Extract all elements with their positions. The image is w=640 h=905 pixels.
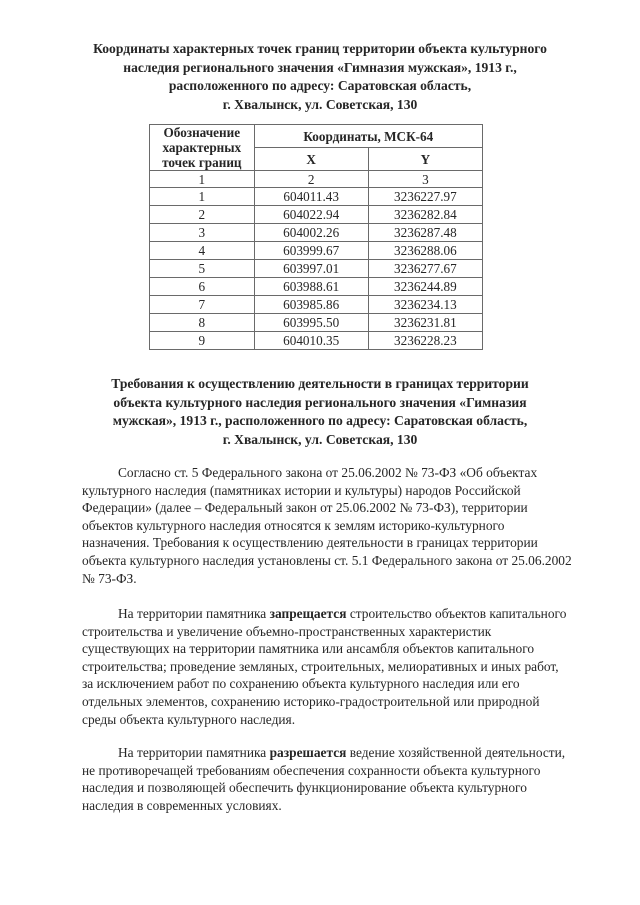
header-line: Обозначение bbox=[163, 125, 241, 140]
x-value: 603985.86 bbox=[254, 296, 368, 314]
y-value: 3236228.23 bbox=[368, 332, 482, 350]
x-value: 604002.26 bbox=[254, 224, 368, 242]
table-row bbox=[150, 206, 483, 224]
point-id: 9 bbox=[150, 332, 255, 350]
law-reference-paragraph bbox=[82, 464, 572, 587]
point-id: 2 bbox=[150, 206, 255, 224]
paragraph-text: На территории памятника bbox=[118, 606, 270, 621]
paragraph-text: На территории памятника bbox=[118, 745, 270, 760]
permission-paragraph bbox=[82, 744, 572, 814]
point-id: 6 bbox=[150, 278, 255, 296]
requirements-heading bbox=[60, 375, 580, 449]
heading-line: Координаты характерных точек границ территории объекта культурного bbox=[93, 41, 547, 56]
table-row bbox=[150, 260, 483, 278]
prohibited-keyword: запрещается bbox=[269, 606, 347, 621]
point-id: 5 bbox=[150, 260, 255, 278]
x-value: 603997.01 bbox=[254, 260, 368, 278]
table-row bbox=[150, 296, 483, 314]
point-id: 3 bbox=[150, 224, 255, 242]
x-value: 604011.43 bbox=[254, 188, 368, 206]
point-id: 7 bbox=[150, 296, 255, 314]
x-value: 603988.61 bbox=[254, 278, 368, 296]
heading-line: г. Хвалынск, ул. Советская, 130 bbox=[222, 431, 418, 447]
y-value: 3236227.97 bbox=[368, 188, 482, 206]
heading-line: Требования к осуществлению деятельности в границах территории bbox=[111, 376, 529, 391]
table-row bbox=[150, 278, 483, 296]
point-id: 4 bbox=[150, 242, 255, 260]
x-column-header: X bbox=[254, 148, 368, 171]
table-row bbox=[150, 314, 483, 332]
heading-line: мужская», 1913 г., расположенного по адресу: Саратовская область, bbox=[112, 413, 528, 428]
table-row bbox=[150, 242, 483, 260]
paragraph-text: ведение хозяйственной деятельности, не противоречащей требованиям обеспечения сохранности объекта культурного наследия и позволяющей обеспечить функционирование объекта культурного наследия в современных условиях. bbox=[82, 745, 566, 813]
y-value: 3236244.89 bbox=[368, 278, 482, 296]
header-line: характерных bbox=[162, 140, 242, 155]
y-value: 3236288.06 bbox=[368, 242, 482, 260]
coordinates-column-header: Координаты, МСК-64 bbox=[254, 125, 482, 148]
y-column-header: Y bbox=[368, 148, 482, 171]
header-line: точек границ bbox=[162, 155, 242, 170]
points-column-header bbox=[150, 125, 255, 171]
coordinates-table bbox=[149, 124, 483, 350]
heading-line: расположенного по адресу: Саратовская область, bbox=[168, 78, 472, 93]
table-row bbox=[150, 224, 483, 242]
permitted-keyword: разрешается bbox=[269, 745, 347, 760]
paragraph-text: Согласно ст. 5 Федерального закона от 25.06.2002 № 73-ФЗ «Об объектах культурного наследия (памятниках истории и культуры) народов Российской Федерации» (далее – Федеральный закон от 25.06.2002 № 73-ФЗ), территории объектов культурного наследия относятся к землям историко-культурного назначения. Требования к осуществлению деятельности в границах территории объекта культурного наследия установлены ст. 5.1 Федерального закона от 25.06.2002 № 73-ФЗ. bbox=[82, 465, 572, 586]
heading-line: объекта культурного наследия регионального значения «Гимназия bbox=[113, 394, 527, 410]
coordinates-heading bbox=[60, 40, 580, 114]
y-value: 3236234.13 bbox=[368, 296, 482, 314]
table-row bbox=[150, 188, 483, 206]
y-value: 3236282.84 bbox=[368, 206, 482, 224]
x-value: 603999.67 bbox=[254, 242, 368, 260]
heading-line: г. Хвалынск, ул. Советская, 130 bbox=[222, 96, 418, 112]
x-value: 603995.50 bbox=[254, 314, 368, 332]
paragraph-text: строительство объектов капитального строительства и увеличение объемно-пространственных характеристик существующих на территории памятника или ансамбля объектов капитального строительства; проведение земляных, строительных, мелиоративных и иных работ, за исключением работ по сохранению объекта культурного наследия или его отдельных элементов, сохранению историко-градостроительной или природной среды объекта культурного наследия. bbox=[82, 606, 567, 727]
column-number: 2 bbox=[254, 171, 368, 188]
y-value: 3236231.81 bbox=[368, 314, 482, 332]
prohibition-paragraph bbox=[82, 605, 572, 728]
y-value: 3236287.48 bbox=[368, 224, 482, 242]
heading-line: наследия регионального значения «Гимназия мужская», 1913 г., bbox=[123, 59, 517, 75]
point-id: 8 bbox=[150, 314, 255, 332]
y-value: 3236277.67 bbox=[368, 260, 482, 278]
point-id: 1 bbox=[150, 188, 255, 206]
table-row bbox=[150, 332, 483, 350]
x-value: 604022.94 bbox=[254, 206, 368, 224]
x-value: 604010.35 bbox=[254, 332, 368, 350]
column-number: 1 bbox=[150, 171, 255, 188]
column-number: 3 bbox=[368, 171, 482, 188]
